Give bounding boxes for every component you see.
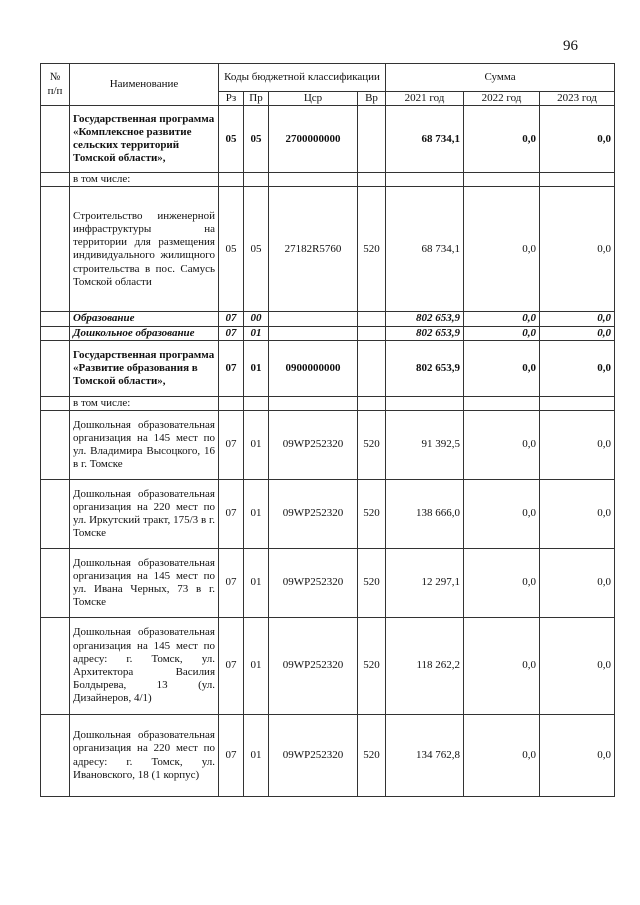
table-row xyxy=(41,106,615,173)
row-pr: 01 xyxy=(244,549,269,618)
row-csr: 09WP252320 xyxy=(269,411,358,480)
table-row xyxy=(41,173,615,187)
header-num: № п/п xyxy=(41,64,70,106)
row-name: Дошкольная образовательная организация на 145 мест по ул. Владимира Высоцкого, 16 в г. Томске xyxy=(70,411,219,480)
row-vr xyxy=(358,340,386,396)
row-csr: 09WP252320 xyxy=(269,549,358,618)
row-csr: 09WP252320 xyxy=(269,480,358,549)
row-pr: 05 xyxy=(244,106,269,173)
row-name: Дошкольная образовательная организация на 220 мест по адресу: г. Томск, ул. Ивановского, 18 (1 корпус) xyxy=(70,715,219,797)
row-rz: 07 xyxy=(219,340,244,396)
row-2021: 12 297,1 xyxy=(386,549,464,618)
row-csr: 2700000000 xyxy=(269,106,358,173)
row-name: Дошкольная образовательная организация на 145 мест по адресу: г. Томск, ул. Архитектора Василия Болдырева, 13 (ул. Дизайнеров, 4/1) xyxy=(70,618,219,715)
header-vr: Вр xyxy=(358,92,386,106)
table-row xyxy=(41,618,615,715)
row-name: Образование xyxy=(70,312,219,326)
header-rz: Рз xyxy=(219,92,244,106)
row-pr: 01 xyxy=(244,340,269,396)
row-2022: 0,0 xyxy=(464,549,540,618)
table-row xyxy=(41,326,615,340)
row-2023: 0,0 xyxy=(540,106,615,173)
row-name: Государственная программа «Комплексное развитие сельских территорий Томской области», xyxy=(70,106,219,173)
row-name: Строительство инженерной инфраструктуры на территории для размещения индивидуального жилищного строительства в пос. Самусь Томской области xyxy=(70,187,219,312)
row-2023: 0,0 xyxy=(540,326,615,340)
row-2022: 0,0 xyxy=(464,326,540,340)
row-csr xyxy=(269,312,358,326)
row-2021: 118 262,2 xyxy=(386,618,464,715)
page-number: 96 xyxy=(563,38,578,54)
budget-table xyxy=(40,63,615,797)
row-vr: 520 xyxy=(358,618,386,715)
row-2023: 0,0 xyxy=(540,187,615,312)
row-vr: 520 xyxy=(358,411,386,480)
row-2022: 0,0 xyxy=(464,715,540,797)
row-2023: 0,0 xyxy=(540,549,615,618)
row-2023: 0,0 xyxy=(540,340,615,396)
row-2023: 0,0 xyxy=(540,312,615,326)
header-2023: 2023 год xyxy=(540,92,615,106)
row-vr: 520 xyxy=(358,187,386,312)
row-vr: 520 xyxy=(358,715,386,797)
row-rz: 07 xyxy=(219,618,244,715)
row-2021: 802 653,9 xyxy=(386,326,464,340)
row-2022: 0,0 xyxy=(464,618,540,715)
row-csr: 09WP252320 xyxy=(269,618,358,715)
table-row xyxy=(41,715,615,797)
row-vr xyxy=(358,326,386,340)
row-name: Дошкольное образование xyxy=(70,326,219,340)
row-vr xyxy=(358,312,386,326)
row-2023: 0,0 xyxy=(540,618,615,715)
row-2023: 0,0 xyxy=(540,715,615,797)
table-row xyxy=(41,396,615,410)
row-pr: 01 xyxy=(244,326,269,340)
row-csr: 27182R5760 xyxy=(269,187,358,312)
header-2021: 2021 год xyxy=(386,92,464,106)
row-2022: 0,0 xyxy=(464,340,540,396)
row-2021: 802 653,9 xyxy=(386,340,464,396)
row-name: Государственная программа «Развитие образования в Томской области», xyxy=(70,340,219,396)
row-pr: 05 xyxy=(244,187,269,312)
row-rz: 07 xyxy=(219,312,244,326)
row-pr: 00 xyxy=(244,312,269,326)
row-rz: 05 xyxy=(219,106,244,173)
row-rz: 05 xyxy=(219,187,244,312)
table-row xyxy=(41,480,615,549)
row-rz: 07 xyxy=(219,480,244,549)
table-row xyxy=(41,187,615,312)
row-vr xyxy=(358,106,386,173)
header-pr: Пр xyxy=(244,92,269,106)
row-vr: 520 xyxy=(358,549,386,618)
row-2022: 0,0 xyxy=(464,312,540,326)
header-name: Наименование xyxy=(70,64,219,106)
header-codes: Коды бюджетной классификации xyxy=(219,64,386,92)
row-pr: 01 xyxy=(244,715,269,797)
row-name: Дошкольная образовательная организация на 220 мест по ул. Иркутский тракт, 175/3 в г. Томске xyxy=(70,480,219,549)
row-2021: 134 762,8 xyxy=(386,715,464,797)
table-row xyxy=(41,340,615,396)
row-csr: 0900000000 xyxy=(269,340,358,396)
header-2022: 2022 год xyxy=(464,92,540,106)
table-row xyxy=(41,411,615,480)
row-rz: 07 xyxy=(219,549,244,618)
header-csr: Цср xyxy=(269,92,358,106)
row-2023: 0,0 xyxy=(540,411,615,480)
row-2022: 0,0 xyxy=(464,411,540,480)
row-pr: 01 xyxy=(244,411,269,480)
row-name: Дошкольная образовательная организация на 145 мест по ул. Ивана Черных, 73 в г. Томске xyxy=(70,549,219,618)
row-rz: 07 xyxy=(219,715,244,797)
row-2021: 138 666,0 xyxy=(386,480,464,549)
row-2022: 0,0 xyxy=(464,480,540,549)
table-row xyxy=(41,312,615,326)
row-pr: 01 xyxy=(244,480,269,549)
row-vr: 520 xyxy=(358,480,386,549)
row-rz: 07 xyxy=(219,326,244,340)
row-2023: 0,0 xyxy=(540,480,615,549)
row-2022: 0,0 xyxy=(464,187,540,312)
row-csr: 09WP252320 xyxy=(269,715,358,797)
row-name: в том числе: xyxy=(70,396,219,410)
row-2022: 0,0 xyxy=(464,106,540,173)
row-2021: 802 653,9 xyxy=(386,312,464,326)
row-2021: 91 392,5 xyxy=(386,411,464,480)
row-rz: 07 xyxy=(219,411,244,480)
table-row xyxy=(41,549,615,618)
row-pr: 01 xyxy=(244,618,269,715)
header-sum: Сумма xyxy=(386,64,615,92)
row-2021: 68 734,1 xyxy=(386,106,464,173)
row-name: в том числе: xyxy=(70,173,219,187)
row-2021: 68 734,1 xyxy=(386,187,464,312)
row-csr xyxy=(269,326,358,340)
